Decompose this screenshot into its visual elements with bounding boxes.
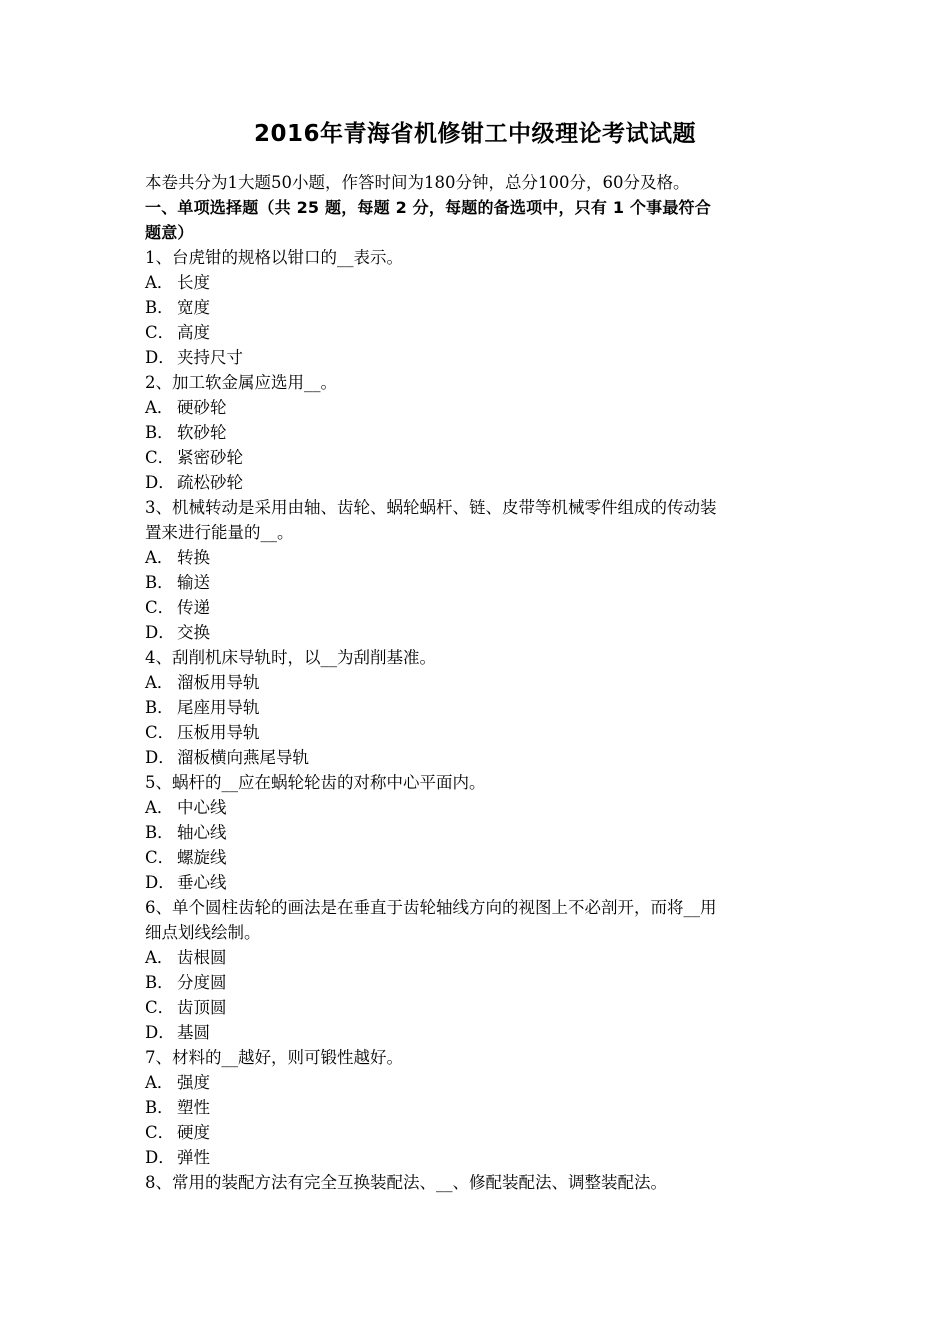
question-item: [145, 1170, 810, 1195]
option-text: 转换: [177, 548, 210, 567]
option-text: 齿根圆: [177, 948, 227, 967]
option-letter: A．: [145, 398, 174, 417]
answer-option: [145, 945, 810, 970]
answer-option: [145, 295, 810, 320]
question-stem-line: 4、刮削机床导轨时，以__为刮削基准。: [145, 648, 436, 667]
answer-option: [145, 620, 810, 645]
question-item: [145, 245, 810, 370]
option-text: 硬砂轮: [177, 398, 227, 417]
option-text: 软砂轮: [177, 423, 227, 442]
option-letter: D．: [145, 1148, 175, 1167]
question-stem-line: 6、单个圆柱齿轮的画法是在垂直于齿轮轴线方向的视图上不必剖开，而将__用: [145, 898, 717, 917]
answer-option: [145, 970, 810, 995]
document-body: [145, 170, 810, 1195]
option-letter: B．: [145, 698, 174, 717]
option-letter: B．: [145, 1098, 174, 1117]
option-letter: D．: [145, 348, 175, 367]
option-letter: C．: [145, 448, 175, 467]
option-letter: A．: [145, 1073, 174, 1092]
option-letter: A．: [145, 273, 174, 292]
answer-option: [145, 470, 810, 495]
question-item: [145, 770, 810, 895]
section-heading: [145, 195, 810, 245]
option-letter: B．: [145, 423, 174, 442]
question-stem-line: 细点划线绘制。: [145, 923, 261, 942]
option-letter: C．: [145, 723, 175, 742]
question-stem-line: 2、加工软金属应选用__。: [145, 373, 337, 392]
option-text: 分度圆: [177, 973, 227, 992]
option-text: 疏松砂轮: [177, 473, 243, 492]
option-letter: C．: [145, 323, 175, 342]
option-text: 长度: [177, 273, 210, 292]
option-letter: D．: [145, 1023, 175, 1042]
option-letter: D．: [145, 623, 175, 642]
option-letter: D．: [145, 473, 175, 492]
answer-option: [145, 1070, 810, 1095]
answer-option: [145, 995, 810, 1020]
option-text: 高度: [177, 323, 210, 342]
page-title: 2016年青海省机修钳工中级理论考试试题: [253, 121, 696, 147]
option-letter: D．: [145, 748, 175, 767]
option-text: 宽度: [177, 298, 210, 317]
exam-intro: 本卷共分为1大题50小题，作答时间为180分钟，总分100分，60分及格。: [145, 173, 690, 192]
section-heading-line: 题意）: [145, 223, 194, 242]
answer-option: [145, 1020, 810, 1045]
answer-option: [145, 845, 810, 870]
question-item: [145, 495, 810, 645]
option-text: 螺旋线: [177, 848, 227, 867]
question-item: [145, 645, 810, 770]
answer-option: [145, 1145, 810, 1170]
question-stem-line: 3、机械转动是采用由轴、齿轮、蜗轮蜗杆、链、皮带等机械零件组成的传动装: [145, 498, 717, 517]
option-letter: A．: [145, 673, 174, 692]
question-item: [145, 1045, 810, 1170]
question-stem-line: 8、常用的装配方法有完全互换装配法、__、修配装配法、调整装配法。: [145, 1173, 667, 1192]
answer-option: [145, 870, 810, 895]
answer-option: [145, 720, 810, 745]
answer-option: [145, 320, 810, 345]
option-text: 垂心线: [177, 873, 227, 892]
option-text: 中心线: [177, 798, 227, 817]
option-letter: B．: [145, 573, 174, 592]
answer-option: [145, 420, 810, 445]
option-text: 溜板用导轨: [177, 673, 260, 692]
option-letter: C．: [145, 998, 175, 1017]
question-item: [145, 895, 810, 1045]
option-letter: B．: [145, 823, 174, 842]
answer-option: [145, 1120, 810, 1145]
option-letter: C．: [145, 1123, 175, 1142]
option-text: 弹性: [177, 1148, 210, 1167]
question-list: [145, 245, 810, 1195]
option-letter: C．: [145, 848, 175, 867]
answer-option: [145, 745, 810, 770]
answer-option: [145, 595, 810, 620]
option-letter: A．: [145, 548, 174, 567]
answer-option: [145, 820, 810, 845]
question-item: [145, 370, 810, 495]
option-letter: A．: [145, 948, 174, 967]
option-letter: C．: [145, 598, 175, 617]
option-text: 压板用导轨: [177, 723, 260, 742]
answer-option: [145, 395, 810, 420]
answer-option: [145, 270, 810, 295]
section-heading-line: 一、单项选择题（共 25 题，每题 2 分，每题的备选项中，只有 1 个事最符合: [145, 198, 711, 217]
option-text: 齿顶圆: [177, 998, 227, 1017]
option-text: 传递: [177, 598, 210, 617]
option-text: 硬度: [177, 1123, 210, 1142]
option-text: 基圆: [177, 1023, 210, 1042]
answer-option: [145, 570, 810, 595]
answer-option: [145, 1095, 810, 1120]
answer-option: [145, 545, 810, 570]
option-letter: B．: [145, 973, 174, 992]
question-stem-line: 5、蜗杆的__应在蜗轮轮齿的对称中心平面内。: [145, 773, 486, 792]
option-text: 轴心线: [177, 823, 227, 842]
option-text: 夹持尺寸: [177, 348, 243, 367]
option-text: 紧密砂轮: [177, 448, 243, 467]
question-stem-line: 1、台虎钳的规格以钳口的__表示。: [145, 248, 403, 267]
option-letter: B．: [145, 298, 174, 317]
answer-option: [145, 345, 810, 370]
answer-option: [145, 670, 810, 695]
question-stem-line: 7、材料的__越好，则可锻性越好。: [145, 1048, 403, 1067]
question-stem-line: 置来进行能量的__。: [145, 523, 294, 542]
option-text: 强度: [177, 1073, 210, 1092]
answer-option: [145, 795, 810, 820]
option-text: 尾座用导轨: [177, 698, 260, 717]
option-text: 塑性: [177, 1098, 210, 1117]
option-text: 交换: [177, 623, 210, 642]
answer-option: [145, 695, 810, 720]
option-letter: A．: [145, 798, 174, 817]
answer-option: [145, 445, 810, 470]
option-text: 输送: [177, 573, 210, 592]
option-letter: D．: [145, 873, 175, 892]
option-text: 溜板横向燕尾导轨: [177, 748, 309, 767]
